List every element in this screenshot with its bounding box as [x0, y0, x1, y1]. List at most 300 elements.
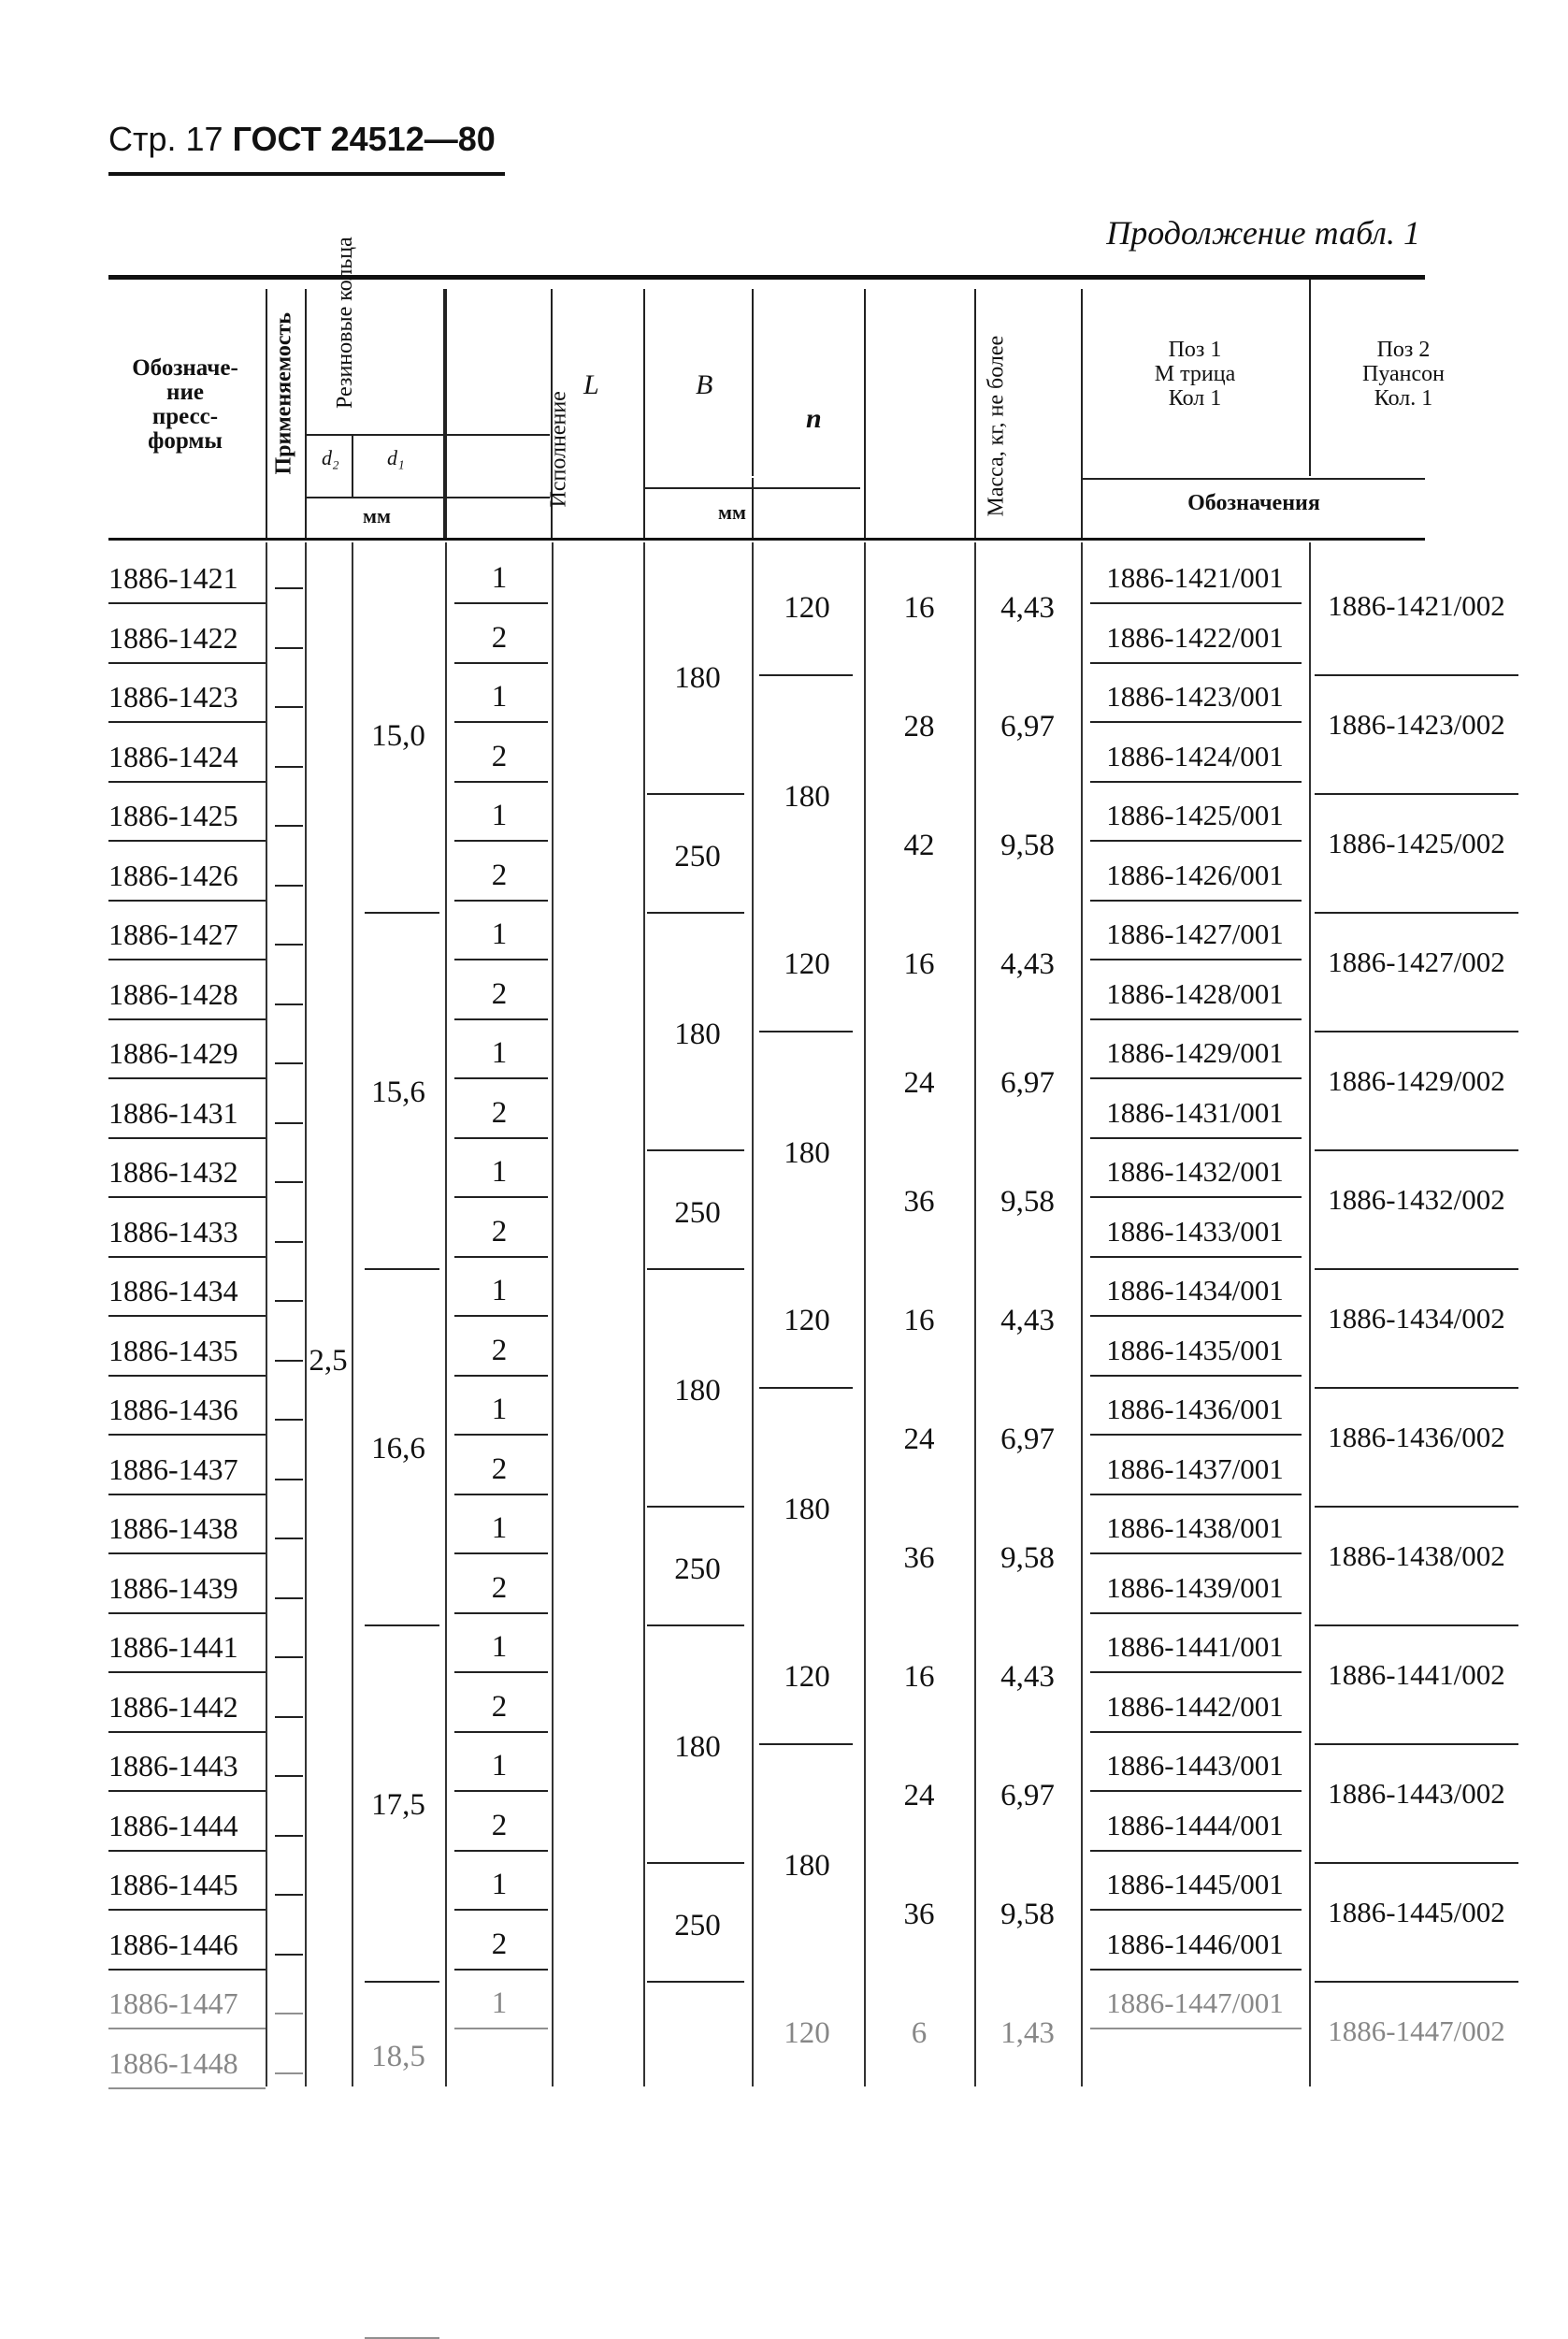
pos2-cell: 1886-1443/002 [1328, 1776, 1505, 1810]
row-underline [454, 662, 548, 664]
mass-cell: 6,97 [1000, 1065, 1055, 1100]
designation-cell: 1886-1441 [108, 1630, 238, 1664]
execution-cell: 1 [491, 1868, 508, 1901]
row-underline [454, 1196, 548, 1198]
mass-cell: 4,43 [1000, 590, 1055, 625]
applicability-dash [275, 2013, 303, 2014]
pos1-cell: 1886-1426/001 [1106, 858, 1284, 891]
pos1-cell: 1886-1446/001 [1106, 1927, 1284, 1960]
pos2-cell: 1886-1441/002 [1328, 1657, 1505, 1691]
applicability-dash [275, 706, 303, 708]
pos2-cell: 1886-1432/002 [1328, 1182, 1505, 1216]
row-underline [454, 1850, 548, 1852]
applicability-divider [266, 542, 267, 2086]
applicability-dash [275, 944, 303, 946]
designation-cell: 1886-1438 [108, 1511, 238, 1545]
designation-cell: 1886-1427 [108, 917, 238, 951]
designation-cell: 1886-1429 [108, 1036, 238, 1070]
row-underline [454, 1552, 548, 1554]
applicability-dash [275, 587, 303, 589]
pos2-cell: 1886-1425/002 [1328, 826, 1505, 859]
applicability-dash [275, 825, 303, 827]
row-underline [1315, 1268, 1518, 1270]
row-underline [1315, 1981, 1518, 1983]
row-underline [1090, 1850, 1302, 1852]
designation-cell: 1886-1426 [108, 858, 238, 892]
row-underline [1315, 1743, 1518, 1745]
row-underline [1090, 1375, 1302, 1377]
d1-cell: 15,0 [371, 718, 425, 753]
L-cell: 250 [674, 1552, 721, 1586]
row-underline [1315, 1149, 1518, 1151]
row-underline [454, 900, 548, 902]
row-underline [1090, 1256, 1302, 1258]
pos2-cell: 1886-1434/002 [1328, 1301, 1505, 1335]
applicability-dash [275, 1122, 303, 1124]
row-underline [454, 602, 548, 604]
B-cell: 120 [784, 946, 830, 981]
execution-cell: 2 [491, 858, 508, 892]
designation-cell: 1886-1422 [108, 620, 238, 655]
row-underline [108, 602, 266, 604]
row-underline [108, 1434, 266, 1436]
row-underline [647, 1506, 744, 1508]
pos1-cell: 1886-1436/001 [1106, 1393, 1284, 1425]
row-underline [454, 2028, 548, 2029]
row-underline [454, 1137, 548, 1139]
standard-code: ГОСТ 24512—80 [232, 120, 496, 158]
n-cell: 16 [903, 1303, 935, 1337]
row-underline [1090, 1137, 1302, 1139]
designation-cell: 1886-1445 [108, 1868, 238, 1901]
divider [307, 497, 550, 498]
divider [1083, 478, 1425, 480]
pos1-cell: 1886-1435/001 [1106, 1333, 1284, 1366]
execution-cell: 2 [491, 620, 508, 655]
n-divider [864, 542, 866, 2086]
row-underline [454, 1909, 548, 1911]
divider [752, 289, 754, 476]
divider [643, 289, 645, 538]
B-cell: 120 [784, 590, 830, 625]
row-underline [1315, 1624, 1518, 1626]
pos1-cell: 1886-1427/001 [1106, 917, 1284, 950]
row-underline [108, 1256, 266, 1258]
row-underline [454, 1731, 548, 1733]
row-underline [108, 662, 266, 664]
d2-heading: d₂ [322, 446, 339, 469]
row-underline [1090, 662, 1302, 664]
row-underline [108, 1671, 266, 1673]
execution-cell: 1 [491, 1393, 508, 1426]
row-underline [108, 781, 266, 783]
B-cell: 120 [784, 1303, 830, 1337]
row-underline [1090, 721, 1302, 723]
B-cell: 180 [784, 1493, 830, 1526]
applicability-dash [275, 1181, 303, 1183]
row-underline [1315, 1031, 1518, 1032]
execution-cell: 1 [491, 561, 508, 595]
designation-cell: 1886-1423 [108, 680, 238, 714]
mm-label-2: мм [718, 500, 746, 524]
designation-cell: 1886-1432 [108, 1155, 238, 1189]
row-underline [108, 1137, 266, 1139]
execution-cell: 2 [491, 739, 508, 773]
row-underline [759, 674, 853, 676]
pos1-cell: 1886-1441/001 [1106, 1630, 1284, 1663]
pos1-heading: Поз 1 М трица Кол 1 [1154, 338, 1236, 411]
applicability-dash [275, 1003, 303, 1005]
execution-cell: 1 [491, 1155, 508, 1189]
row-underline [108, 1375, 266, 1377]
L-cell: 180 [674, 1374, 721, 1408]
row-underline [108, 1494, 266, 1495]
mass-cell: 4,43 [1000, 1303, 1055, 1337]
n-cell: 28 [903, 709, 935, 744]
row-underline [454, 1790, 548, 1792]
col-designation-header [108, 280, 258, 538]
pos2-cell: 1886-1421/002 [1328, 588, 1505, 622]
execution-cell: 1 [491, 1630, 508, 1664]
applicability-dash [275, 2072, 303, 2074]
pos1-cell: 1886-1444/001 [1106, 1808, 1284, 1841]
row-underline [108, 1077, 266, 1079]
row-underline [108, 1196, 266, 1198]
row-underline [108, 1612, 266, 1614]
designation-cell: 1886-1433 [108, 1214, 238, 1249]
execution-cell: 2 [491, 1451, 508, 1486]
row-underline [759, 1743, 853, 1745]
row-underline [647, 1624, 744, 1626]
mass-cell: 9,58 [1000, 828, 1055, 862]
pos1-cell: 1886-1442/001 [1106, 1689, 1284, 1723]
designation-cell: 1886-1424 [108, 739, 238, 773]
row-underline [1090, 1731, 1302, 1733]
mm-label-1: мм [363, 504, 391, 527]
designation-cell: 1886-1448 [108, 2045, 238, 2080]
row-underline [1090, 1671, 1302, 1673]
execution-right-divider [552, 542, 554, 2086]
row-underline [454, 1256, 548, 1258]
designation-cell: 1886-1442 [108, 1689, 238, 1724]
designation-cell: 1886-1435 [108, 1333, 238, 1367]
row-underline [1090, 1612, 1302, 1614]
divider [305, 289, 307, 538]
applicability-dash [275, 1419, 303, 1421]
row-underline [108, 1850, 266, 1852]
execution-cell: 1 [491, 799, 508, 832]
pos2-cell: 1886-1447/002 [1328, 2014, 1505, 2047]
mass-cell: 9,58 [1000, 1184, 1055, 1219]
row-underline [454, 1671, 548, 1673]
execution-cell: 1 [491, 1986, 508, 2020]
pos1-cell: 1886-1438/001 [1106, 1511, 1284, 1544]
L-cell: 250 [674, 1908, 721, 1942]
designation-cell: 1886-1425 [108, 799, 238, 832]
applicability-dash [275, 1300, 303, 1302]
mass-cell: 6,97 [1000, 709, 1055, 744]
n-cell: 36 [903, 1540, 935, 1575]
row-underline [1090, 840, 1302, 842]
applicability-dash [275, 1538, 303, 1539]
row-underline [454, 1315, 548, 1317]
execution-cell: 2 [491, 976, 508, 1011]
applicability-dash [275, 1656, 303, 1658]
row-underline [1090, 1196, 1302, 1198]
pos2-heading: Поз 2 Пуансон Кол. 1 [1361, 338, 1445, 411]
execution-cell: 2 [491, 1808, 508, 1842]
L-heading: L [583, 369, 599, 400]
mass-heading: Масса, кг, не более [984, 335, 1009, 517]
pos1-cell: 1886-1437/001 [1106, 1451, 1284, 1485]
divider [266, 289, 267, 538]
row-underline [108, 1552, 266, 1554]
designation-heading: Обозначе- ние пресс- формы [132, 355, 238, 454]
B-divider [752, 542, 754, 2086]
row-underline [454, 959, 548, 960]
divider [1309, 280, 1311, 476]
n-cell: 24 [903, 1778, 935, 1812]
designation-cell: 1886-1443 [108, 1749, 238, 1783]
L-cell: 250 [674, 1195, 721, 1230]
pos2-cell: 1886-1423/002 [1328, 707, 1505, 741]
execution-cell: 2 [491, 1333, 508, 1367]
mass-cell: 9,58 [1000, 1540, 1055, 1575]
applicability-dash [275, 1597, 303, 1599]
d1-cell: 18,5 [371, 2040, 425, 2074]
row-underline [365, 1268, 439, 1270]
L-cell: 250 [674, 839, 721, 874]
row-underline [647, 1268, 744, 1270]
applicability-dash [275, 1775, 303, 1777]
applicability-dash [275, 1360, 303, 1362]
pos1-cell: 1886-1428/001 [1106, 976, 1284, 1010]
row-underline [1090, 1790, 1302, 1792]
row-underline [454, 1434, 548, 1436]
row-underline [454, 1612, 548, 1614]
row-underline [759, 1031, 853, 1032]
row-underline [1090, 1077, 1302, 1079]
n-cell: 36 [903, 1184, 935, 1219]
B-cell: 180 [784, 1136, 830, 1170]
row-underline [365, 1981, 439, 1983]
d1-cell: 16,6 [371, 1431, 425, 1465]
row-underline [647, 1862, 744, 1864]
execution-cell: 2 [491, 1927, 508, 1961]
row-underline [647, 912, 744, 914]
mass-cell: 1,43 [1000, 2015, 1055, 2050]
designation-cell: 1886-1431 [108, 1095, 238, 1130]
d2-divider [305, 542, 307, 2086]
pos1-cell: 1886-1431/001 [1106, 1095, 1284, 1129]
row-underline [108, 1018, 266, 1020]
row-underline [647, 1149, 744, 1151]
applicability-dash [275, 1894, 303, 1896]
mass-cell: 6,97 [1000, 1778, 1055, 1812]
row-underline [647, 1981, 744, 1983]
header-rule [108, 172, 505, 176]
execution-cell: 1 [491, 1036, 508, 1070]
divider [864, 289, 866, 538]
pos2-cell: 1886-1429/002 [1328, 1063, 1505, 1097]
designation-cell: 1886-1434 [108, 1274, 238, 1307]
row-underline [108, 1790, 266, 1792]
d1-heading: d₁ [387, 446, 405, 469]
designation-cell: 1886-1436 [108, 1393, 238, 1426]
continuation-label: Продолжение табл. 1 [1106, 214, 1420, 252]
designation-cell: 1886-1439 [108, 1570, 238, 1605]
B-heading: B [696, 369, 713, 400]
row-underline [454, 721, 548, 723]
n-cell: 36 [903, 1897, 935, 1931]
row-underline [454, 781, 548, 783]
execution-left-divider [445, 542, 447, 2086]
execution-cell: 1 [491, 680, 508, 714]
pos2-cell: 1886-1445/002 [1328, 1895, 1505, 1928]
designation-cell: 1886-1421 [108, 561, 238, 595]
execution-heading: Исполнение [546, 391, 571, 508]
row-underline [1090, 1969, 1302, 1971]
row-underline [365, 912, 439, 914]
mass-divider [974, 542, 976, 2086]
designation-cell: 1886-1428 [108, 976, 238, 1011]
execution-cell: 1 [491, 1511, 508, 1545]
execution-cell: 2 [491, 1570, 508, 1605]
page-number: Стр. 17 [108, 120, 223, 158]
divider [445, 289, 447, 538]
applicability-dash [275, 766, 303, 768]
row-underline [108, 1969, 266, 1971]
row-underline [454, 1375, 548, 1377]
applicability-dash [275, 1062, 303, 1064]
applicability-dash [275, 885, 303, 887]
execution-cell: 2 [491, 1214, 508, 1249]
applicability-dash [275, 1479, 303, 1480]
divider [974, 289, 976, 538]
pos1-cell: 1886-1433/001 [1106, 1214, 1284, 1248]
row-underline [1090, 2028, 1302, 2029]
L-divider [643, 542, 645, 2086]
row-underline [1090, 1315, 1302, 1317]
row-underline [108, 900, 266, 902]
row-underline [1315, 1862, 1518, 1864]
page-header [108, 120, 496, 159]
row-underline [454, 1969, 548, 1971]
n-cell: 24 [903, 1065, 935, 1100]
row-underline [454, 1018, 548, 1020]
row-underline [1315, 793, 1518, 795]
execution-cell: 1 [491, 1749, 508, 1783]
execution-cell: 1 [491, 917, 508, 951]
applicability-heading: Применяемость [271, 312, 296, 475]
d1-cell: 15,6 [371, 1075, 425, 1109]
pos1-cell: 1886-1443/001 [1106, 1749, 1284, 1782]
pos1-cell: 1886-1429/001 [1106, 1036, 1284, 1069]
row-underline [108, 840, 266, 842]
mass-cell: 6,97 [1000, 1422, 1055, 1456]
row-underline [647, 793, 744, 795]
row-underline [108, 1909, 266, 1911]
divider [752, 478, 754, 538]
applicability-dash [275, 1241, 303, 1243]
execution-cell: 2 [491, 1689, 508, 1724]
row-underline [108, 2028, 266, 2029]
row-underline [1090, 1018, 1302, 1020]
row-underline [1090, 1552, 1302, 1554]
L-cell: 180 [674, 661, 721, 695]
row-underline [365, 1624, 439, 1626]
applicability-dash [275, 1716, 303, 1718]
execution-cell: 1 [491, 1274, 508, 1307]
L-cell: 180 [674, 1018, 721, 1051]
row-underline [108, 721, 266, 723]
row-underline [1090, 959, 1302, 960]
divider [307, 434, 550, 436]
pos2-cell: 1886-1436/002 [1328, 1420, 1505, 1453]
mass-cell: 4,43 [1000, 946, 1055, 981]
row-underline [1090, 1494, 1302, 1495]
applicability-dash [275, 1954, 303, 1956]
d1-divider [352, 542, 353, 2086]
row-underline [454, 840, 548, 842]
rubber-rings-heading: Резиновые кольца [333, 237, 357, 409]
pos2-divider [1309, 542, 1311, 2086]
n-cell: 16 [903, 590, 935, 625]
n-cell: 16 [903, 946, 935, 981]
n-cell: 42 [903, 828, 935, 862]
n-cell: 16 [903, 1659, 935, 1694]
pos1-cell: 1886-1425/001 [1106, 799, 1284, 831]
pos1-divider [1081, 542, 1083, 2086]
row-underline [1315, 674, 1518, 676]
pos1-cell: 1886-1422/001 [1106, 620, 1284, 654]
B-cell: 180 [784, 780, 830, 814]
execution-cell: 2 [491, 1095, 508, 1130]
d2-cell: 2,5 [309, 1344, 348, 1379]
row-underline [108, 959, 266, 960]
pos1-cell: 1886-1432/001 [1106, 1155, 1284, 1188]
B-cell: 180 [784, 1849, 830, 1883]
row-underline [759, 1387, 853, 1389]
row-underline [1090, 1434, 1302, 1436]
designations-heading: Обозначения [1187, 491, 1320, 515]
pos1-cell: 1886-1439/001 [1106, 1570, 1284, 1604]
n-heading: n [806, 403, 822, 434]
mass-cell: 4,43 [1000, 1659, 1055, 1694]
pos1-cell: 1886-1424/001 [1106, 739, 1284, 772]
row-underline [108, 2087, 266, 2089]
pos2-cell: 1886-1438/002 [1328, 1538, 1505, 1572]
designation-cell: 1886-1437 [108, 1451, 238, 1486]
pos1-cell: 1886-1434/001 [1106, 1274, 1284, 1307]
designation-cell: 1886-1446 [108, 1927, 238, 1961]
row-underline [1090, 1909, 1302, 1911]
row-underline [1090, 781, 1302, 783]
B-cell: 120 [784, 1659, 830, 1694]
d1-cell: 17,5 [371, 1787, 425, 1822]
row-underline [454, 1077, 548, 1079]
mass-cell: 9,58 [1000, 1897, 1055, 1931]
designation-cell: 1886-1447 [108, 1986, 238, 2020]
pos1-cell: 1886-1421/001 [1106, 561, 1284, 594]
pos2-cell: 1886-1427/002 [1328, 945, 1505, 978]
row-underline [454, 1494, 548, 1495]
row-underline [1315, 912, 1518, 914]
applicability-dash [275, 647, 303, 649]
row-underline [108, 1315, 266, 1317]
pos1-cell: 1886-1447/001 [1106, 1986, 1284, 2019]
table-header [108, 237, 1445, 541]
